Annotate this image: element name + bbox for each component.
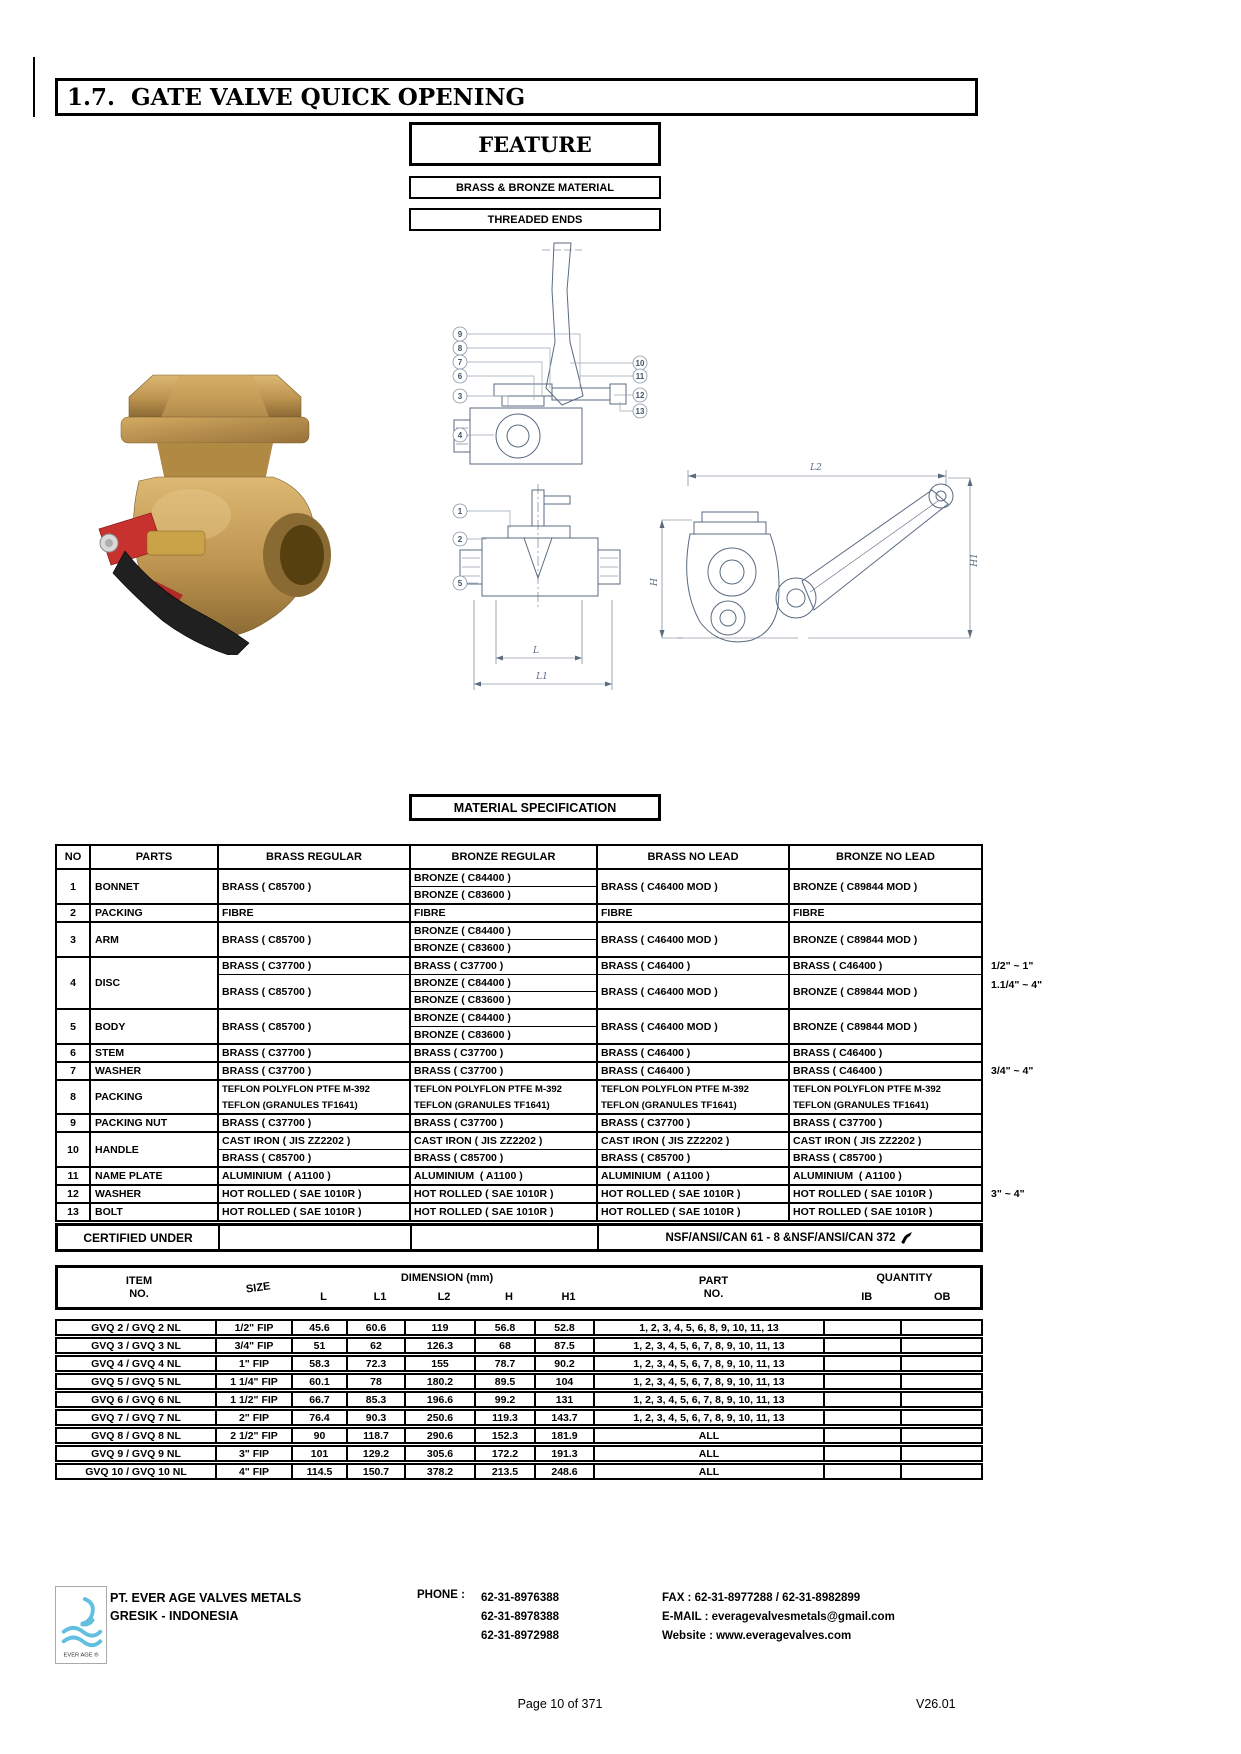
phone-label: PHONE : <box>417 1589 465 1601</box>
valve-photo <box>95 345 335 655</box>
dimension-cell: 152.3 <box>476 1429 536 1442</box>
callouts-left <box>453 327 580 590</box>
dimension-row <box>55 1463 983 1480</box>
dimension-cell: 180.2 <box>406 1375 476 1388</box>
material-part-name: DISC <box>91 958 219 1008</box>
material-cell: BRASS ( C37700 ) <box>414 1047 504 1059</box>
material-spec-heading: MATERIAL SPECIFICATION <box>409 794 661 821</box>
material-cell: BRONZE ( C83600 ) <box>411 939 596 956</box>
material-cell: BRONZE ( C84400 ) <box>414 1012 511 1024</box>
material-table-header <box>57 846 981 870</box>
dimension-cell: 76.4 <box>293 1411 348 1424</box>
material-part-name: BONNET <box>91 870 219 903</box>
header-dimension-group <box>296 1268 598 1307</box>
header-bronze-regular: BRONZE REGULAR <box>411 846 598 868</box>
dimension-cell: GVQ 8 / GVQ 8 NL <box>57 1429 217 1442</box>
dimension-cell <box>902 1411 981 1424</box>
material-cell: FIBRE <box>793 907 825 919</box>
dimension-cell: 143.7 <box>536 1411 595 1424</box>
dimension-table-rows <box>55 1319 983 1481</box>
dimension-cell: 52.8 <box>536 1321 595 1334</box>
dimension-cell <box>902 1429 981 1442</box>
material-row-number: 5 <box>57 1010 91 1043</box>
material-cell: BRONZE ( C84400 ) <box>414 872 511 884</box>
dimension-cell <box>825 1339 902 1352</box>
material-cell: HOT ROLLED ( SAE 1010R ) <box>222 1206 362 1218</box>
dimension-cell: 1 1/2" FIP <box>217 1393 293 1406</box>
dim-label-l: L <box>533 646 539 656</box>
material-cell: HOT ROLLED ( SAE 1010R ) <box>601 1188 741 1200</box>
dimension-cell <box>902 1321 981 1334</box>
material-row-number: 13 <box>57 1204 91 1220</box>
dimension-cell <box>825 1429 902 1442</box>
dimension-cell: 378.2 <box>406 1465 476 1478</box>
section-drawing <box>430 238 670 700</box>
header-dim-l2: L2 <box>437 1291 451 1304</box>
valve-photo-cap <box>121 375 309 443</box>
dimension-cell: 68 <box>476 1339 536 1352</box>
material-cell: BRASS ( C37700 ) <box>222 960 312 972</box>
dimension-cell <box>902 1465 981 1478</box>
material-part-name: PACKING NUT <box>91 1115 219 1131</box>
header-quantity: QUANTITY <box>876 1271 933 1284</box>
material-row-number: 3 <box>57 923 91 956</box>
material-cell: TEFLON POLYFLON PTFE M-392 <box>414 1083 562 1095</box>
material-cell: ALUMINIUM ( A1100 ) <box>414 1170 523 1182</box>
header-parts: PARTS <box>91 846 219 868</box>
dim-label-h1: H1 <box>970 553 980 567</box>
dimension-cell: 90 <box>293 1429 348 1442</box>
material-cell: HOT ROLLED ( SAE 1010R ) <box>222 1188 362 1200</box>
company-name: PT. EVER AGE VALVES METALS <box>110 1591 302 1605</box>
size-range-note: 3/4" ~ 4" <box>991 1065 1034 1077</box>
material-cell: BRASS ( C85700 ) <box>411 1149 596 1166</box>
dimension-cell: 129.2 <box>348 1447 406 1460</box>
material-cell: TEFLON (GRANULES TF1641) <box>793 1099 929 1111</box>
certified-bar <box>55 1223 983 1252</box>
dimension-h1 <box>808 478 980 638</box>
dimension-cell: 1 1/4" FIP <box>217 1375 293 1388</box>
callout-6: 6 <box>457 372 463 381</box>
material-row-number: 9 <box>57 1115 91 1131</box>
page-number: Page 10 of 371 <box>517 1697 603 1711</box>
dimension-cell: 2" FIP <box>217 1411 293 1424</box>
material-cell: BRASS ( C37700 ) <box>222 1065 312 1077</box>
dim-label-l2: L2 <box>810 463 822 473</box>
material-part-name: HANDLE <box>91 1133 219 1166</box>
dimension-cell: 90.2 <box>536 1357 595 1370</box>
material-row-number: 7 <box>57 1063 91 1079</box>
version-number: V26.01 <box>916 1697 956 1711</box>
dimension-cell: 56.8 <box>476 1321 536 1334</box>
dimension-cell <box>902 1447 981 1460</box>
header-brass-regular: BRASS REGULAR <box>219 846 411 868</box>
dimension-cell <box>902 1393 981 1406</box>
material-row <box>57 1115 981 1133</box>
dimension-row <box>55 1427 983 1444</box>
dimension-cell: ALL <box>595 1447 825 1460</box>
certified-empty-1 <box>220 1226 412 1249</box>
material-cell: FIBRE <box>222 907 254 919</box>
header-size: SIZE <box>245 1279 271 1296</box>
material-row <box>57 958 1043 1010</box>
material-cell: BRONZE ( C89844 MOD ) <box>793 933 918 946</box>
dimension-cell <box>902 1357 981 1370</box>
material-row-number: 12 <box>57 1186 91 1202</box>
material-row <box>57 1010 981 1045</box>
company-logo <box>55 1586 107 1664</box>
header-qty-ib: IB <box>861 1291 873 1304</box>
dimension-cell <box>825 1357 902 1370</box>
dimension-cell: 126.3 <box>406 1339 476 1352</box>
dim-label-l1: L1 <box>536 672 548 682</box>
material-cell: BRONZE ( C89844 MOD ) <box>793 985 918 998</box>
material-part-name: STEM <box>91 1045 219 1061</box>
material-row-number: 11 <box>57 1168 91 1184</box>
material-cell: HOT ROLLED ( SAE 1010R ) <box>414 1206 554 1218</box>
header-dim-l1: L1 <box>373 1291 387 1304</box>
dimension-cell: 305.6 <box>406 1447 476 1460</box>
dimension-cell: 66.7 <box>293 1393 348 1406</box>
dimension-row <box>55 1355 983 1372</box>
callout-3: 3 <box>457 392 463 401</box>
dimension-cell: 104 <box>536 1375 595 1388</box>
material-cell: CAST IRON ( JIS ZZ2202 ) <box>414 1135 543 1147</box>
header-part-no: PART NO. <box>698 1274 729 1300</box>
material-cell: BRASS ( C85700 ) <box>790 1149 981 1166</box>
dimension-cell: 90.3 <box>348 1411 406 1424</box>
material-cell: BRONZE ( C84400 ) <box>414 925 511 937</box>
dimension-l2 <box>688 463 946 486</box>
material-part-name: WASHER <box>91 1063 219 1079</box>
certified-standards <box>599 1226 980 1249</box>
material-row <box>57 1186 1025 1204</box>
header-dim-h1: H1 <box>561 1291 576 1304</box>
material-row <box>57 1081 981 1115</box>
page-title: 1.7. GATE VALVE QUICK OPENING <box>55 78 978 116</box>
material-cell: ALUMINIUM ( A1100 ) <box>793 1170 902 1182</box>
dimension-cell: ALL <box>595 1465 825 1478</box>
dimension-row <box>55 1319 983 1336</box>
dimension-cell: 58.3 <box>293 1357 348 1370</box>
feature-item-material: BRASS & BRONZE MATERIAL <box>409 176 661 199</box>
material-cell: BRASS ( C46400 ) <box>793 1047 883 1059</box>
dimension-cell <box>902 1339 981 1352</box>
dimension-cell: 119.3 <box>476 1411 536 1424</box>
dimension-cell: 85.3 <box>348 1393 406 1406</box>
dimension-row <box>55 1409 983 1426</box>
dimension-cell: 1, 2, 3, 4, 5, 6, 7, 8, 9, 10, 11, 13 <box>595 1411 825 1424</box>
callout-10: 10 <box>635 359 645 368</box>
dimension-cell: 51 <box>293 1339 348 1352</box>
footer-phone-numbers <box>481 1589 559 1646</box>
material-row <box>57 1204 981 1220</box>
material-cell: BRASS ( C37700 ) <box>414 960 504 972</box>
material-cell: ALUMINIUM ( A1100 ) <box>601 1170 710 1182</box>
dimension-cell <box>902 1375 981 1388</box>
company-block <box>110 1589 301 1625</box>
dimension-cell: 150.7 <box>348 1465 406 1478</box>
callout-11: 11 <box>635 372 645 381</box>
material-cell: BRASS ( C46400 ) <box>601 1065 691 1077</box>
header-dimension: DIMENSION (mm) <box>400 1271 494 1284</box>
material-cell: BRONZE ( C83600 ) <box>411 1026 596 1043</box>
material-cell: HOT ROLLED ( SAE 1010R ) <box>793 1206 933 1218</box>
material-cell: BRASS ( C46400 MOD ) <box>601 1020 718 1033</box>
material-row <box>57 1063 1034 1081</box>
dimension-cell: 250.6 <box>406 1411 476 1424</box>
dimension-cell: 118.7 <box>348 1429 406 1442</box>
material-cell: HOT ROLLED ( SAE 1010R ) <box>793 1188 933 1200</box>
callout-2: 2 <box>457 535 463 544</box>
dimension-row <box>55 1373 983 1390</box>
dimension-cell: 191.3 <box>536 1447 595 1460</box>
callout-7: 7 <box>457 358 463 367</box>
material-row-number: 2 <box>57 905 91 921</box>
dimension-cell: 196.6 <box>406 1393 476 1406</box>
dimension-cell <box>825 1321 902 1334</box>
material-cell: BRASS ( C85700 ) <box>222 1020 312 1033</box>
header-no: NO <box>57 846 91 868</box>
material-cell: BRASS ( C46400 ) <box>601 1047 691 1059</box>
dimension-cell: 1, 2, 3, 4, 5, 6, 7, 8, 9, 10, 11, 13 <box>595 1375 825 1388</box>
material-cell: BRASS ( C46400 ) <box>793 1065 883 1077</box>
dimension-cell <box>825 1393 902 1406</box>
feature-heading: FEATURE <box>409 122 661 166</box>
material-cell: BRASS ( C37700 ) <box>222 1047 312 1059</box>
callout-5: 5 <box>457 579 463 588</box>
certified-text: NSF/ANSI/CAN 61 - 8 &NSF/ANSI/CAN 372 <box>665 1231 896 1244</box>
material-part-name: PACKING <box>91 1081 219 1113</box>
size-range-note: 1.1/4" ~ 4" <box>991 979 1043 991</box>
material-cell: BRASS ( C46400 MOD ) <box>601 933 718 946</box>
header-quantity-group <box>829 1268 980 1307</box>
material-cell: CAST IRON ( JIS ZZ2202 ) <box>793 1135 922 1147</box>
material-cell: FIBRE <box>414 907 446 919</box>
material-cell: BRONZE ( C83600 ) <box>411 991 596 1008</box>
material-cell: BRASS ( C46400 MOD ) <box>601 880 718 893</box>
material-part-name: NAME PLATE <box>91 1168 219 1184</box>
material-cell: BRASS ( C46400 ) <box>601 960 691 972</box>
dimension-l <box>474 600 612 690</box>
dimension-cell: 78.7 <box>476 1357 536 1370</box>
material-cell: TEFLON (GRANULES TF1641) <box>414 1099 550 1111</box>
material-cell: BRASS ( C37700 ) <box>414 1117 504 1129</box>
dimension-h <box>650 520 692 638</box>
material-row-number: 8 <box>57 1081 91 1113</box>
callout-9: 9 <box>457 330 463 339</box>
material-cell: BRONZE ( C83600 ) <box>411 886 596 903</box>
dimension-cell: 3" FIP <box>217 1447 293 1460</box>
certified-label: CERTIFIED UNDER <box>58 1226 220 1249</box>
material-cell: BRASS ( C37700 ) <box>601 1117 691 1129</box>
phone-number: 62-31-8972988 <box>481 1630 560 1642</box>
material-row-number: 6 <box>57 1045 91 1061</box>
dimension-cell: GVQ 4 / GVQ 4 NL <box>57 1357 217 1370</box>
material-table <box>55 844 1043 1222</box>
material-row <box>57 905 981 923</box>
callout-1: 1 <box>457 507 463 516</box>
material-cell: BRONZE ( C89844 MOD ) <box>793 1020 918 1033</box>
material-part-name: ARM <box>91 923 219 956</box>
dimension-cell: 87.5 <box>536 1339 595 1352</box>
dimension-cell: GVQ 7 / GVQ 7 NL <box>57 1411 217 1424</box>
dimension-cell: 101 <box>293 1447 348 1460</box>
dimension-cell <box>825 1465 902 1478</box>
dimension-cell: 1" FIP <box>217 1357 293 1370</box>
material-cell: BRONZE ( C89844 MOD ) <box>793 880 918 893</box>
header-brass-no-lead: BRASS NO LEAD <box>598 846 790 868</box>
material-cell: TEFLON POLYFLON PTFE M-392 <box>222 1083 370 1095</box>
fax-block <box>662 1589 895 1646</box>
email-line: E-MAIL : everagevalvesmetals@gmail.com <box>662 1611 895 1623</box>
material-cell: BRASS ( C46400 ) <box>793 960 883 972</box>
material-table-rows <box>57 870 1043 1220</box>
callout-4: 4 <box>457 431 463 440</box>
dimension-cell: 172.2 <box>476 1447 536 1460</box>
side-view-valve <box>678 484 953 642</box>
header-qty-ob: OB <box>934 1291 951 1304</box>
dimension-cell: 1, 2, 3, 4, 5, 6, 7, 8, 9, 10, 11, 13 <box>595 1393 825 1406</box>
material-cell: CAST IRON ( JIS ZZ2202 ) <box>601 1135 730 1147</box>
logo-caption: EVER AGE ® <box>63 1652 99 1659</box>
dimension-cell: 181.9 <box>536 1429 595 1442</box>
header-dim-l: L <box>320 1291 327 1304</box>
material-cell: HOT ROLLED ( SAE 1010R ) <box>414 1188 554 1200</box>
dimension-row <box>55 1391 983 1408</box>
dimension-cell: 72.3 <box>348 1357 406 1370</box>
dimension-cell: GVQ 9 / GVQ 9 NL <box>57 1447 217 1460</box>
dimension-cell: GVQ 5 / GVQ 5 NL <box>57 1375 217 1388</box>
dimension-cell: 1, 2, 3, 4, 5, 6, 8, 9, 10, 11, 13 <box>595 1321 825 1334</box>
material-part-name: BOLT <box>91 1204 219 1220</box>
section-upper-view <box>454 243 626 464</box>
material-cell: ALUMINIUM ( A1100 ) <box>222 1170 331 1182</box>
dimension-cell: 248.6 <box>536 1465 595 1478</box>
dimension-cell: 155 <box>406 1357 476 1370</box>
material-row-number: 4 <box>57 958 91 1008</box>
material-cell: BRASS ( C37700 ) <box>793 1117 883 1129</box>
material-cell: BRASS ( C85700 ) <box>222 933 312 946</box>
material-row <box>57 1133 981 1168</box>
dimension-cell: 4" FIP <box>217 1465 293 1478</box>
dimension-cell <box>825 1447 902 1460</box>
dim-label-h: H <box>650 578 660 586</box>
material-cell: BRASS ( C85700 ) <box>219 1149 409 1166</box>
material-cell: FIBRE <box>601 907 633 919</box>
margin-mark <box>33 57 35 117</box>
material-cell: HOT ROLLED ( SAE 1010R ) <box>601 1206 741 1218</box>
dimension-cell: GVQ 2 / GVQ 2 NL <box>57 1321 217 1334</box>
dimension-cell: 114.5 <box>293 1465 348 1478</box>
phone-number: 62-31-8976388 <box>481 1592 560 1604</box>
dimension-cell: 60.6 <box>348 1321 406 1334</box>
dimension-cell: 2 1/2" FIP <box>217 1429 293 1442</box>
material-row-number: 10 <box>57 1133 91 1166</box>
header-dim-h: H <box>505 1291 513 1304</box>
dimension-cell: 1/2" FIP <box>217 1321 293 1334</box>
material-part-name: PACKING <box>91 905 219 921</box>
material-cell: BRASS ( C37700 ) <box>222 1117 312 1129</box>
material-part-name: BODY <box>91 1010 219 1043</box>
material-cell: BRASS ( C46400 MOD ) <box>601 985 718 998</box>
material-cell: CAST IRON ( JIS ZZ2202 ) <box>222 1135 351 1147</box>
dimension-cell: 45.6 <box>293 1321 348 1334</box>
material-row <box>57 923 981 958</box>
dimension-cell <box>825 1411 902 1424</box>
material-cell: BRASS ( C85700 ) <box>598 1149 788 1166</box>
dimension-cell: 131 <box>536 1393 595 1406</box>
size-range-note: 1/2" ~ 1" <box>991 960 1034 972</box>
nsf-certification-mark-icon <box>900 1231 914 1245</box>
material-part-name: WASHER <box>91 1186 219 1202</box>
material-cell: TEFLON POLYFLON PTFE M-392 <box>601 1083 749 1095</box>
dimension-cell: 290.6 <box>406 1429 476 1442</box>
dimension-cell: 213.5 <box>476 1465 536 1478</box>
dimension-cell: GVQ 3 / GVQ 3 NL <box>57 1339 217 1352</box>
dimension-table-header <box>55 1265 983 1310</box>
dimension-cell <box>825 1375 902 1388</box>
material-row-number: 1 <box>57 870 91 903</box>
material-row <box>57 870 981 905</box>
dimension-row <box>55 1337 983 1354</box>
side-view-drawing <box>648 456 992 702</box>
feature-item-ends: THREADED ENDS <box>409 208 661 231</box>
material-row <box>57 1168 981 1186</box>
dimension-cell: 99.2 <box>476 1393 536 1406</box>
size-range-note: 3" ~ 4" <box>991 1188 1025 1200</box>
dimension-cell: 89.5 <box>476 1375 536 1388</box>
callout-13: 13 <box>635 407 645 416</box>
dimension-cell: GVQ 6 / GVQ 6 NL <box>57 1393 217 1406</box>
website-line: Website : www.everagevalves.com <box>662 1630 852 1642</box>
material-row <box>57 1045 981 1063</box>
dimension-cell: 60.1 <box>293 1375 348 1388</box>
material-cell: TEFLON (GRANULES TF1641) <box>222 1099 358 1111</box>
certified-empty-2 <box>412 1226 599 1249</box>
header-bronze-no-lead: BRONZE NO LEAD <box>836 851 935 863</box>
dimension-cell: 62 <box>348 1339 406 1352</box>
material-cell: TEFLON POLYFLON PTFE M-392 <box>793 1083 941 1095</box>
dimension-row <box>55 1445 983 1462</box>
dimension-cell: ALL <box>595 1429 825 1442</box>
dimension-cell: 78 <box>348 1375 406 1388</box>
material-cell: BRONZE ( C84400 ) <box>414 977 511 989</box>
section-lower-view <box>457 484 620 610</box>
callout-8: 8 <box>457 344 463 353</box>
callout-12: 12 <box>635 391 645 400</box>
dimension-cell: GVQ 10 / GVQ 10 NL <box>57 1465 217 1478</box>
dimension-cell: 1, 2, 3, 4, 5, 6, 7, 8, 9, 10, 11, 13 <box>595 1339 825 1352</box>
dimension-cell: 119 <box>406 1321 476 1334</box>
dimension-cell: 1, 2, 3, 4, 5, 6, 7, 8, 9, 10, 11, 13 <box>595 1357 825 1370</box>
material-cell: TEFLON (GRANULES TF1641) <box>601 1099 737 1111</box>
material-cell: BRASS ( C85700 ) <box>222 985 312 998</box>
fax-line: FAX : 62-31-8977288 / 62-31-8982899 <box>662 1592 861 1604</box>
company-location: GRESIK - INDONESIA <box>110 1609 239 1623</box>
material-cell: BRASS ( C37700 ) <box>414 1065 504 1077</box>
header-item-no: ITEM NO. <box>125 1274 153 1300</box>
material-cell: BRASS ( C85700 ) <box>222 880 312 893</box>
dimension-cell: 3/4" FIP <box>217 1339 293 1352</box>
phone-number: 62-31-8978388 <box>481 1611 560 1623</box>
